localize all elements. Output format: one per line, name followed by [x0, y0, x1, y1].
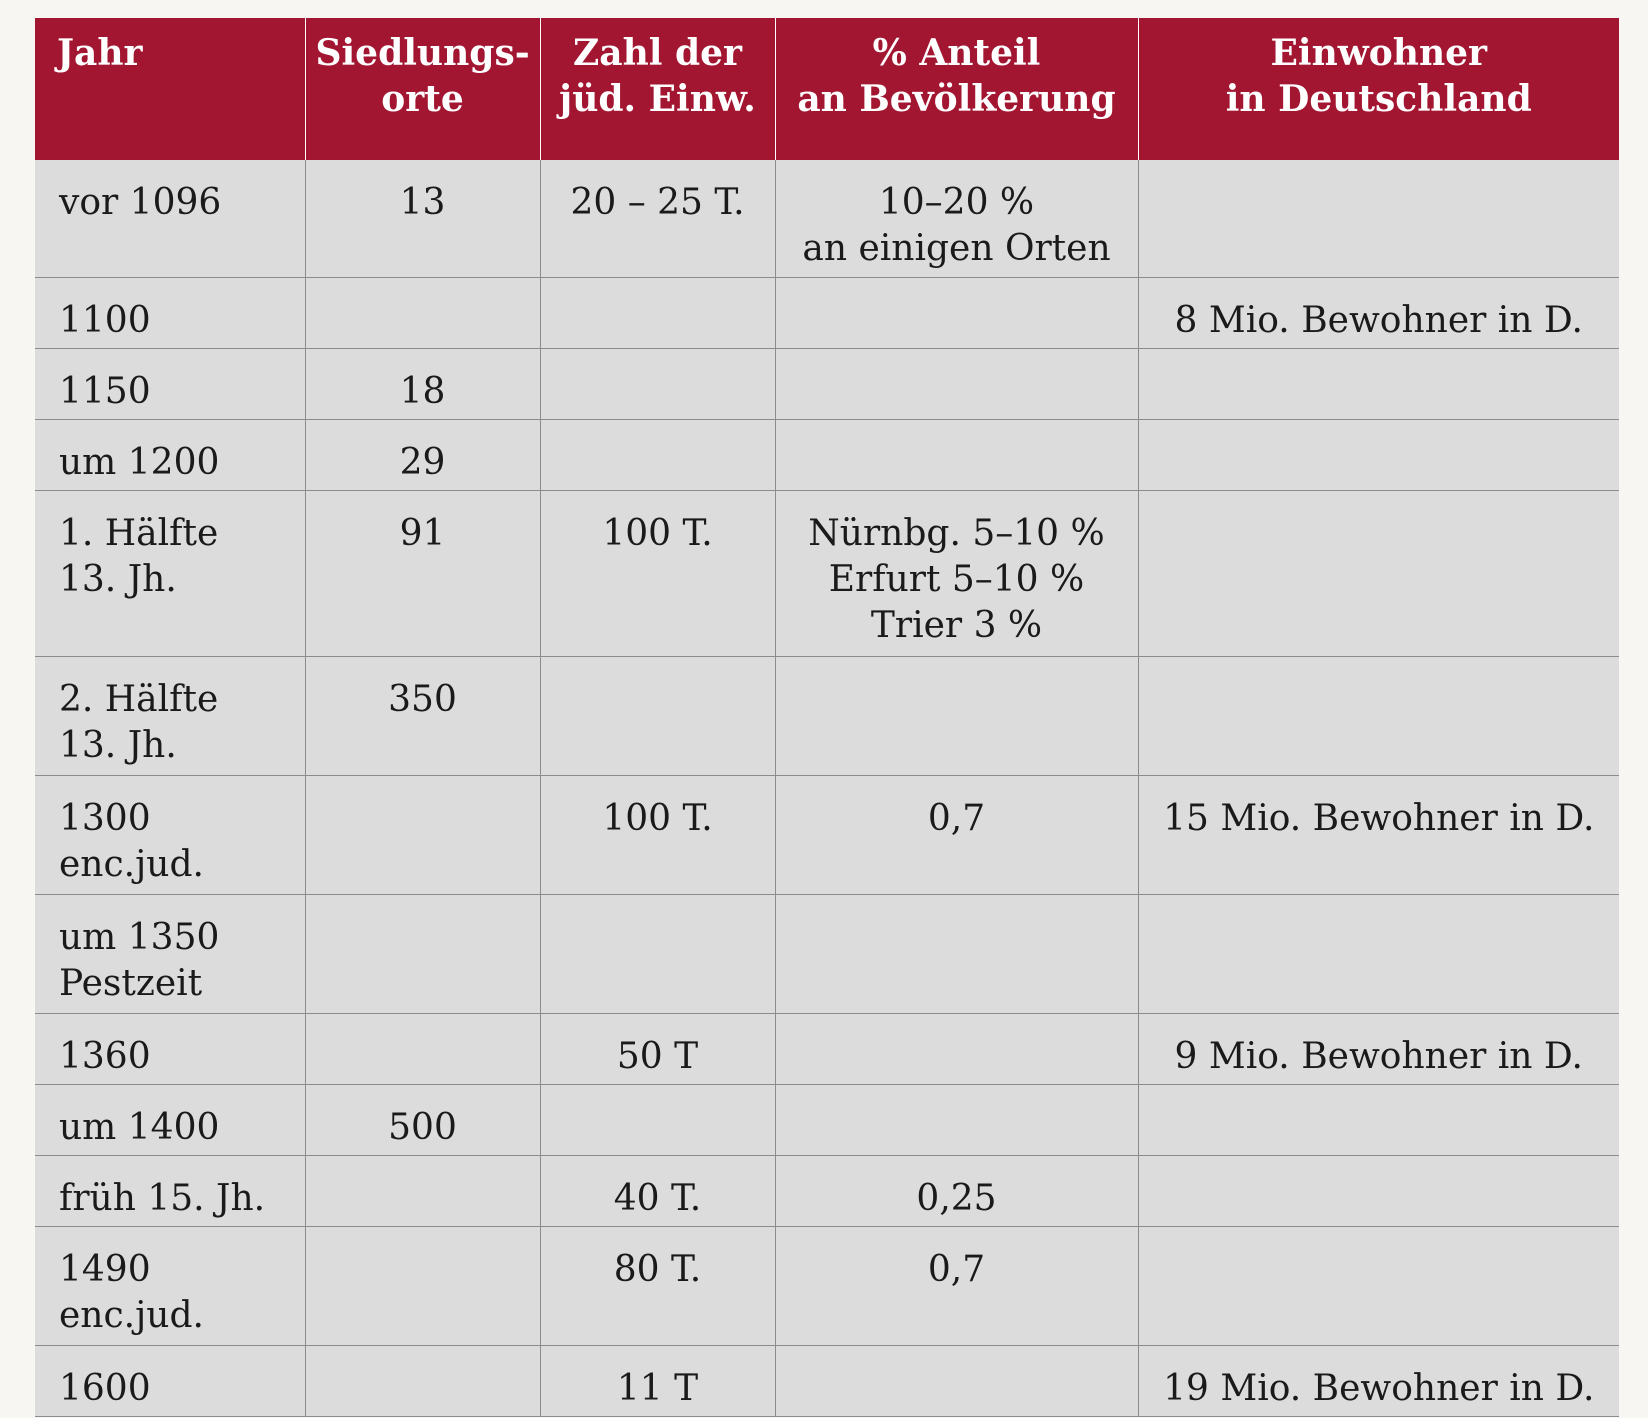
cell-orte: 29	[305, 420, 540, 491]
cell-jahr: früh 15. Jh.	[35, 1156, 305, 1227]
cell-jahr: 1360	[35, 1014, 305, 1085]
cell-jahr: um 1200	[35, 420, 305, 491]
cell-orte	[305, 776, 540, 895]
cell-orte	[305, 895, 540, 1014]
table-row	[35, 776, 1619, 895]
table-row	[35, 1156, 1619, 1227]
cell-anteil	[775, 278, 1138, 349]
cell-orte	[305, 278, 540, 349]
cell-zahl: 20 – 25 T.	[540, 160, 775, 278]
cell-jahr: 1600	[35, 1346, 305, 1417]
cell-zahl	[540, 278, 775, 349]
cell-orte	[305, 1227, 540, 1346]
cell-zahl: 40 T.	[540, 1156, 775, 1227]
cell-zahl: 11 T	[540, 1346, 775, 1417]
cell-zahl: 100 T.	[540, 491, 775, 657]
cell-einwohner: 8 Mio. Bewohner in D.	[1138, 278, 1619, 349]
cell-orte: 91	[305, 491, 540, 657]
cell-zahl	[540, 657, 775, 776]
cell-jahr: 2. Hälfte 13. Jh.	[35, 657, 305, 776]
cell-jahr: 1490 enc.jud.	[35, 1227, 305, 1346]
cell-zahl: 100 T.	[540, 776, 775, 895]
cell-anteil	[775, 1085, 1138, 1156]
header-zahl: Zahl der jüd. Einw.	[540, 18, 775, 160]
table-row	[35, 1346, 1619, 1417]
cell-einwohner: 19 Mio. Bewohner in D.	[1138, 1346, 1619, 1417]
table-row	[35, 349, 1619, 420]
header-siedlungsorte: Siedlungs- orte	[305, 18, 540, 160]
cell-anteil	[775, 657, 1138, 776]
cell-orte	[305, 1156, 540, 1227]
cell-orte	[305, 1346, 540, 1417]
cell-anteil	[775, 895, 1138, 1014]
cell-jahr: um 1350 Pestzeit	[35, 895, 305, 1014]
cell-einwohner: 9 Mio. Bewohner in D.	[1138, 1014, 1619, 1085]
table-row	[35, 895, 1619, 1014]
table-row	[35, 1085, 1619, 1156]
cell-zahl	[540, 1085, 775, 1156]
cell-jahr: 1150	[35, 349, 305, 420]
cell-zahl: 50 T	[540, 1014, 775, 1085]
table-row	[35, 278, 1619, 349]
cell-jahr: vor 1096	[35, 160, 305, 278]
cell-einwohner	[1138, 895, 1619, 1014]
cell-jahr: 1. Hälfte 13. Jh.	[35, 491, 305, 657]
cell-anteil	[775, 420, 1138, 491]
cell-zahl: 80 T.	[540, 1227, 775, 1346]
cell-einwohner	[1138, 1156, 1619, 1227]
table-row	[35, 160, 1619, 278]
table-header	[35, 18, 1619, 160]
cell-einwohner	[1138, 491, 1619, 657]
cell-einwohner	[1138, 1227, 1619, 1346]
cell-orte: 18	[305, 349, 540, 420]
table-row	[35, 420, 1619, 491]
cell-jahr: um 1400	[35, 1085, 305, 1156]
cell-einwohner	[1138, 160, 1619, 278]
cell-anteil: 0,7	[775, 1227, 1138, 1346]
cell-anteil: 10–20 % an einigen Orten	[775, 160, 1138, 278]
cell-jahr: 1300 enc.jud.	[35, 776, 305, 895]
header-jahr: Jahr	[35, 18, 305, 160]
cell-anteil: 0,25	[775, 1156, 1138, 1227]
cell-anteil: Nürnbg. 5–10 % Erfurt 5–10 % Trier 3 %	[775, 491, 1138, 657]
cell-anteil	[775, 349, 1138, 420]
cell-einwohner	[1138, 1085, 1619, 1156]
header-einwohner: Einwohner in Deutschland	[1138, 18, 1619, 160]
cell-jahr: 1100	[35, 278, 305, 349]
cell-zahl	[540, 895, 775, 1014]
cell-orte	[305, 1014, 540, 1085]
jewish-population-table	[35, 18, 1619, 1417]
cell-zahl	[540, 349, 775, 420]
cell-einwohner	[1138, 420, 1619, 491]
cell-anteil	[775, 1014, 1138, 1085]
cell-orte: 350	[305, 657, 540, 776]
cell-einwohner: 15 Mio. Bewohner in D.	[1138, 776, 1619, 895]
cell-einwohner	[1138, 657, 1619, 776]
cell-anteil	[775, 1346, 1138, 1417]
cell-anteil: 0,7	[775, 776, 1138, 895]
cell-orte: 13	[305, 160, 540, 278]
table-row	[35, 657, 1619, 776]
cell-einwohner	[1138, 349, 1619, 420]
cell-zahl	[540, 420, 775, 491]
table-row	[35, 1227, 1619, 1346]
cell-orte: 500	[305, 1085, 540, 1156]
header-anteil: % Anteil an Bevölkerung	[775, 18, 1138, 160]
table-row	[35, 491, 1619, 657]
table-row	[35, 1014, 1619, 1085]
header-row	[35, 18, 1619, 160]
table-body	[35, 160, 1619, 1417]
